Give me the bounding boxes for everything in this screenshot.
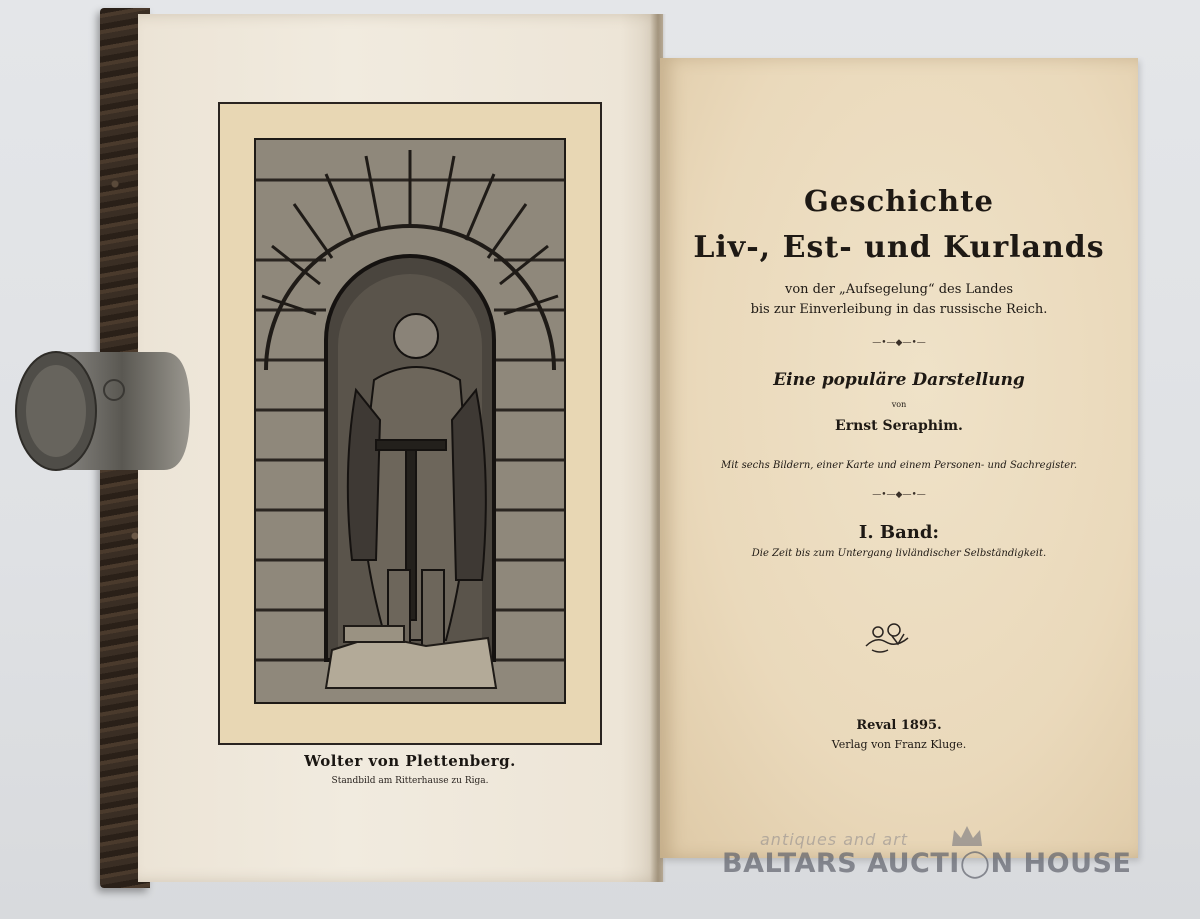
volume-subtitle: Die Zeit bis zum Untergang livländischer Selbständigkeit.: [751, 548, 1047, 559]
publisher-line: Verlag von Franz Kluge.: [831, 738, 967, 751]
brass-weight-object: [14, 346, 192, 476]
place-and-year: Reval 1895.: [856, 718, 942, 733]
watermark-tagline: antiques and art: [760, 830, 909, 849]
statue-niche-illustration: [256, 140, 564, 702]
ornament-divider-1: —•—◆—•—: [872, 338, 926, 348]
volume-heading: I. Band:: [858, 522, 940, 543]
watermark-brand: BALTARS AUCTI◯N HOUSE: [722, 848, 1132, 879]
subtitle-line1: von der „Aufsegelung“ des Landes: [785, 282, 1013, 297]
book-title-line2: Liv-, Est- und Kurlands: [693, 230, 1105, 265]
book-title-line1: Geschichte: [804, 184, 994, 218]
crown-icon: [950, 824, 984, 850]
subtitle-line2: bis zur Einverleibung in das russische Reich.: [750, 302, 1048, 317]
description-line: Eine populäre Darstellung: [773, 370, 1025, 390]
floral-vignette-icon: [862, 620, 912, 656]
ornament-divider-2: —•—◆—•—: [872, 490, 926, 500]
author-name: Ernst Seraphim.: [835, 418, 963, 434]
statue-engraving: [254, 138, 566, 704]
illustrations-note: Mit sechs Bildern, einer Karte und einem Personen- und Sachregister.: [720, 460, 1078, 471]
plate-caption-title: Wolter von Plettenberg.: [304, 752, 516, 770]
plate-caption-subtitle: Standbild am Ritterhause zu Riga.: [331, 776, 489, 786]
by-line: von: [891, 400, 907, 409]
frontispiece-plate: [218, 102, 602, 745]
